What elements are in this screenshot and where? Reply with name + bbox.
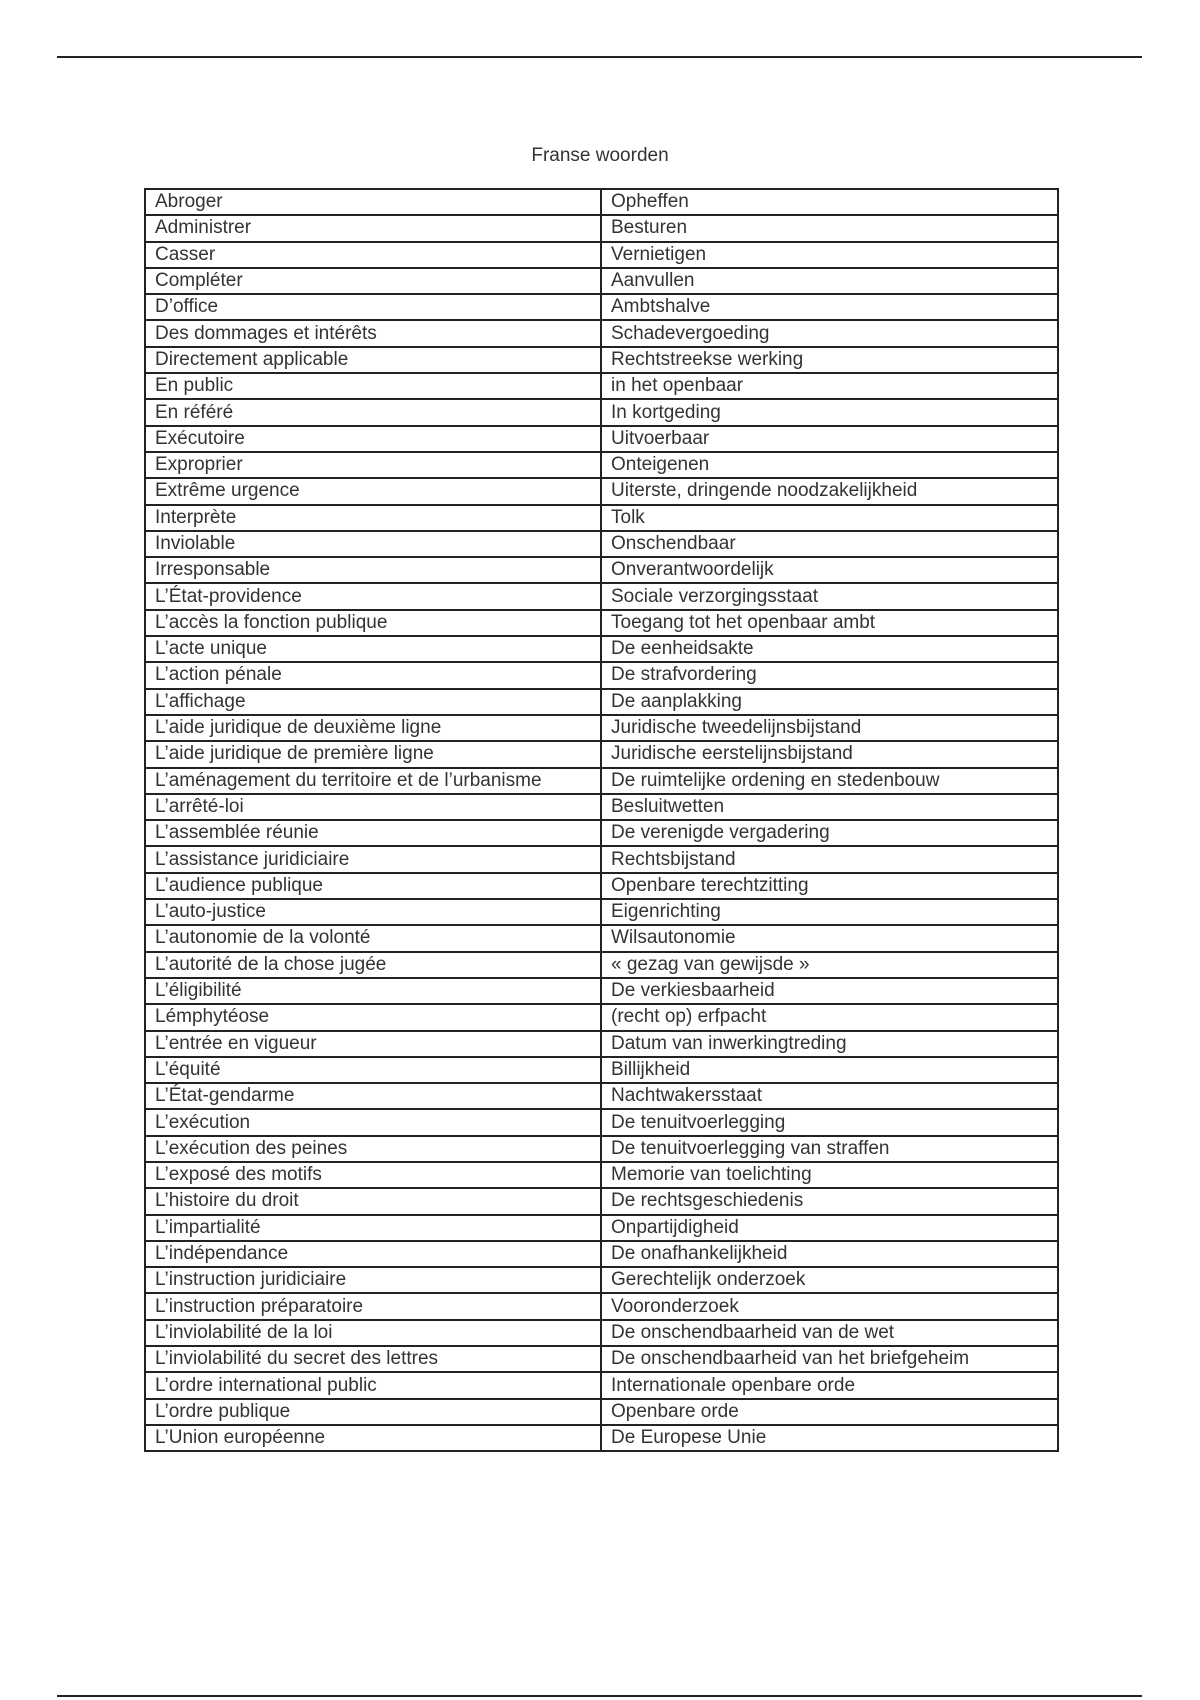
- table-row: [145, 268, 1058, 294]
- table-row: [145, 1241, 1058, 1267]
- french-term-cell: L’aide juridique de première ligne: [145, 741, 601, 767]
- dutch-translation-cell: De verenigde vergadering: [601, 820, 1058, 846]
- dutch-translation-cell: Besturen: [601, 215, 1058, 241]
- dutch-translation-cell: Openbare terechtzitting: [601, 873, 1058, 899]
- french-term-cell: L’indépendance: [145, 1241, 601, 1267]
- table-row: [145, 426, 1058, 452]
- vocabulary-table: [144, 188, 1059, 1452]
- table-row: [145, 1109, 1058, 1135]
- dutch-translation-cell: Tolk: [601, 505, 1058, 531]
- dutch-translation-cell: Memorie van toelichting: [601, 1162, 1058, 1188]
- dutch-translation-cell: De Europese Unie: [601, 1425, 1058, 1451]
- table-row: [145, 399, 1058, 425]
- french-term-cell: L’exécution des peines: [145, 1136, 601, 1162]
- french-term-cell: L’entrée en vigueur: [145, 1031, 601, 1057]
- french-term-cell: L’inviolabilité du secret des lettres: [145, 1346, 601, 1372]
- dutch-translation-cell: Schadevergoeding: [601, 320, 1058, 346]
- dutch-translation-cell: De onschendbaarheid van het briefgeheim: [601, 1346, 1058, 1372]
- dutch-translation-cell: Uitvoerbaar: [601, 426, 1058, 452]
- dutch-translation-cell: De strafvordering: [601, 662, 1058, 688]
- table-row: [145, 715, 1058, 741]
- table-row: [145, 452, 1058, 478]
- dutch-translation-cell: De tenuitvoerlegging: [601, 1109, 1058, 1135]
- table-row: [145, 873, 1058, 899]
- dutch-translation-cell: Sociale verzorgingsstaat: [601, 583, 1058, 609]
- table-row: [145, 1399, 1058, 1425]
- french-term-cell: L’assistance juridiciaire: [145, 846, 601, 872]
- table-row: [145, 689, 1058, 715]
- french-term-cell: L’exécution: [145, 1109, 601, 1135]
- table-row: [145, 794, 1058, 820]
- french-term-cell: Inviolable: [145, 531, 601, 557]
- dutch-translation-cell: Onteigenen: [601, 452, 1058, 478]
- table-row: [145, 1031, 1058, 1057]
- dutch-translation-cell: Wilsautonomie: [601, 925, 1058, 951]
- table-row: [145, 215, 1058, 241]
- dutch-translation-cell: Aanvullen: [601, 268, 1058, 294]
- dutch-translation-cell: (recht op) erfpacht: [601, 1004, 1058, 1030]
- dutch-translation-cell: De verkiesbaarheid: [601, 978, 1058, 1004]
- dutch-translation-cell: De ruimtelijke ordening en stedenbouw: [601, 768, 1058, 794]
- dutch-translation-cell: Internationale openbare orde: [601, 1372, 1058, 1398]
- french-term-cell: L’histoire du droit: [145, 1188, 601, 1214]
- dutch-translation-cell: Datum van inwerkingtreding: [601, 1031, 1058, 1057]
- dutch-translation-cell: De rechtsgeschiedenis: [601, 1188, 1058, 1214]
- table-row: [145, 925, 1058, 951]
- dutch-translation-cell: De onafhankelijkheid: [601, 1241, 1058, 1267]
- vocabulary-table-body: [145, 189, 1058, 1451]
- dutch-translation-cell: Vernietigen: [601, 242, 1058, 268]
- french-term-cell: L’inviolabilité de la loi: [145, 1320, 601, 1346]
- dutch-translation-cell: Rechtsbijstand: [601, 846, 1058, 872]
- table-row: [145, 1267, 1058, 1293]
- french-term-cell: L’affichage: [145, 689, 601, 715]
- french-term-cell: L’équité: [145, 1057, 601, 1083]
- dutch-translation-cell: Ambtshalve: [601, 294, 1058, 320]
- dutch-translation-cell: Onverantwoordelijk: [601, 557, 1058, 583]
- table-row: [145, 347, 1058, 373]
- table-row: [145, 1320, 1058, 1346]
- dutch-translation-cell: De aanplakking: [601, 689, 1058, 715]
- table-row: [145, 662, 1058, 688]
- dutch-translation-cell: Vooronderzoek: [601, 1293, 1058, 1319]
- french-term-cell: L’assemblée réunie: [145, 820, 601, 846]
- dutch-translation-cell: Rechtstreekse werking: [601, 347, 1058, 373]
- french-term-cell: Compléter: [145, 268, 601, 294]
- french-term-cell: Extrême urgence: [145, 478, 601, 504]
- french-term-cell: Interprète: [145, 505, 601, 531]
- table-row: [145, 636, 1058, 662]
- dutch-translation-cell: De tenuitvoerlegging van straffen: [601, 1136, 1058, 1162]
- dutch-translation-cell: In kortgeding: [601, 399, 1058, 425]
- french-term-cell: L’audience publique: [145, 873, 601, 899]
- table-row: [145, 505, 1058, 531]
- french-term-cell: L’ordre international public: [145, 1372, 601, 1398]
- table-row: [145, 373, 1058, 399]
- dutch-translation-cell: Billijkheid: [601, 1057, 1058, 1083]
- footer-rule: [57, 1695, 1142, 1697]
- page-title: Franse woorden: [531, 145, 669, 166]
- dutch-translation-cell: « gezag van gewijsde »: [601, 952, 1058, 978]
- dutch-translation-cell: Onschendbaar: [601, 531, 1058, 557]
- table-row: [145, 531, 1058, 557]
- dutch-translation-cell: De eenheidsakte: [601, 636, 1058, 662]
- table-row: [145, 768, 1058, 794]
- french-term-cell: L’aménagement du territoire et de l’urbanisme: [145, 768, 601, 794]
- table-row: [145, 610, 1058, 636]
- french-term-cell: Directement applicable: [145, 347, 601, 373]
- table-row: [145, 1425, 1058, 1451]
- table-row: [145, 583, 1058, 609]
- dutch-translation-cell: Eigenrichting: [601, 899, 1058, 925]
- french-term-cell: L’auto-justice: [145, 899, 601, 925]
- french-term-cell: L’autorité de la chose jugée: [145, 952, 601, 978]
- header-rule: [57, 56, 1142, 58]
- table-row: [145, 557, 1058, 583]
- french-term-cell: Casser: [145, 242, 601, 268]
- french-term-cell: L’instruction préparatoire: [145, 1293, 601, 1319]
- french-term-cell: L’action pénale: [145, 662, 601, 688]
- table-row: [145, 1136, 1058, 1162]
- french-term-cell: L’État-gendarme: [145, 1083, 601, 1109]
- french-term-cell: En public: [145, 373, 601, 399]
- dutch-translation-cell: Besluitwetten: [601, 794, 1058, 820]
- table-row: [145, 978, 1058, 1004]
- french-term-cell: Exécutoire: [145, 426, 601, 452]
- table-row: [145, 242, 1058, 268]
- table-row: [145, 320, 1058, 346]
- french-term-cell: L’ordre publique: [145, 1399, 601, 1425]
- dutch-translation-cell: Openbare orde: [601, 1399, 1058, 1425]
- table-row: [145, 294, 1058, 320]
- dutch-translation-cell: Gerechtelijk onderzoek: [601, 1267, 1058, 1293]
- french-term-cell: L’aide juridique de deuxième ligne: [145, 715, 601, 741]
- french-term-cell: Exproprier: [145, 452, 601, 478]
- table-row: [145, 1188, 1058, 1214]
- table-row: [145, 1162, 1058, 1188]
- table-row: [145, 952, 1058, 978]
- table-row: [145, 846, 1058, 872]
- dutch-translation-cell: Nachtwakersstaat: [601, 1083, 1058, 1109]
- french-term-cell: Abroger: [145, 189, 601, 215]
- table-row: [145, 1293, 1058, 1319]
- french-term-cell: Irresponsable: [145, 557, 601, 583]
- table-row: [145, 1346, 1058, 1372]
- dutch-translation-cell: in het openbaar: [601, 373, 1058, 399]
- french-term-cell: L’État-providence: [145, 583, 601, 609]
- table-row: [145, 741, 1058, 767]
- french-term-cell: L’Union européenne: [145, 1425, 601, 1451]
- french-term-cell: En référé: [145, 399, 601, 425]
- french-term-cell: L’éligibilité: [145, 978, 601, 1004]
- table-row: [145, 1057, 1058, 1083]
- table-row: [145, 820, 1058, 846]
- french-term-cell: Des dommages et intérêts: [145, 320, 601, 346]
- table-row: [145, 1083, 1058, 1109]
- dutch-translation-cell: Juridische tweedelijnsbijstand: [601, 715, 1058, 741]
- french-term-cell: L’impartialité: [145, 1215, 601, 1241]
- french-term-cell: L’instruction juridiciaire: [145, 1267, 601, 1293]
- dutch-translation-cell: Opheffen: [601, 189, 1058, 215]
- french-term-cell: D’office: [145, 294, 601, 320]
- french-term-cell: Lémphytéose: [145, 1004, 601, 1030]
- french-term-cell: L’accès la fonction publique: [145, 610, 601, 636]
- table-row: [145, 899, 1058, 925]
- french-term-cell: L’acte unique: [145, 636, 601, 662]
- table-row: [145, 478, 1058, 504]
- french-term-cell: L’arrêté-loi: [145, 794, 601, 820]
- french-term-cell: L’exposé des motifs: [145, 1162, 601, 1188]
- french-term-cell: L’autonomie de la volonté: [145, 925, 601, 951]
- french-term-cell: Administrer: [145, 215, 601, 241]
- dutch-translation-cell: Juridische eerstelijnsbijstand: [601, 741, 1058, 767]
- table-row: [145, 1372, 1058, 1398]
- dutch-translation-cell: De onschendbaarheid van de wet: [601, 1320, 1058, 1346]
- table-row: [145, 1004, 1058, 1030]
- table-row: [145, 189, 1058, 215]
- dutch-translation-cell: Toegang tot het openbaar ambt: [601, 610, 1058, 636]
- dutch-translation-cell: Uiterste, dringende noodzakelijkheid: [601, 478, 1058, 504]
- dutch-translation-cell: Onpartijdigheid: [601, 1215, 1058, 1241]
- table-row: [145, 1215, 1058, 1241]
